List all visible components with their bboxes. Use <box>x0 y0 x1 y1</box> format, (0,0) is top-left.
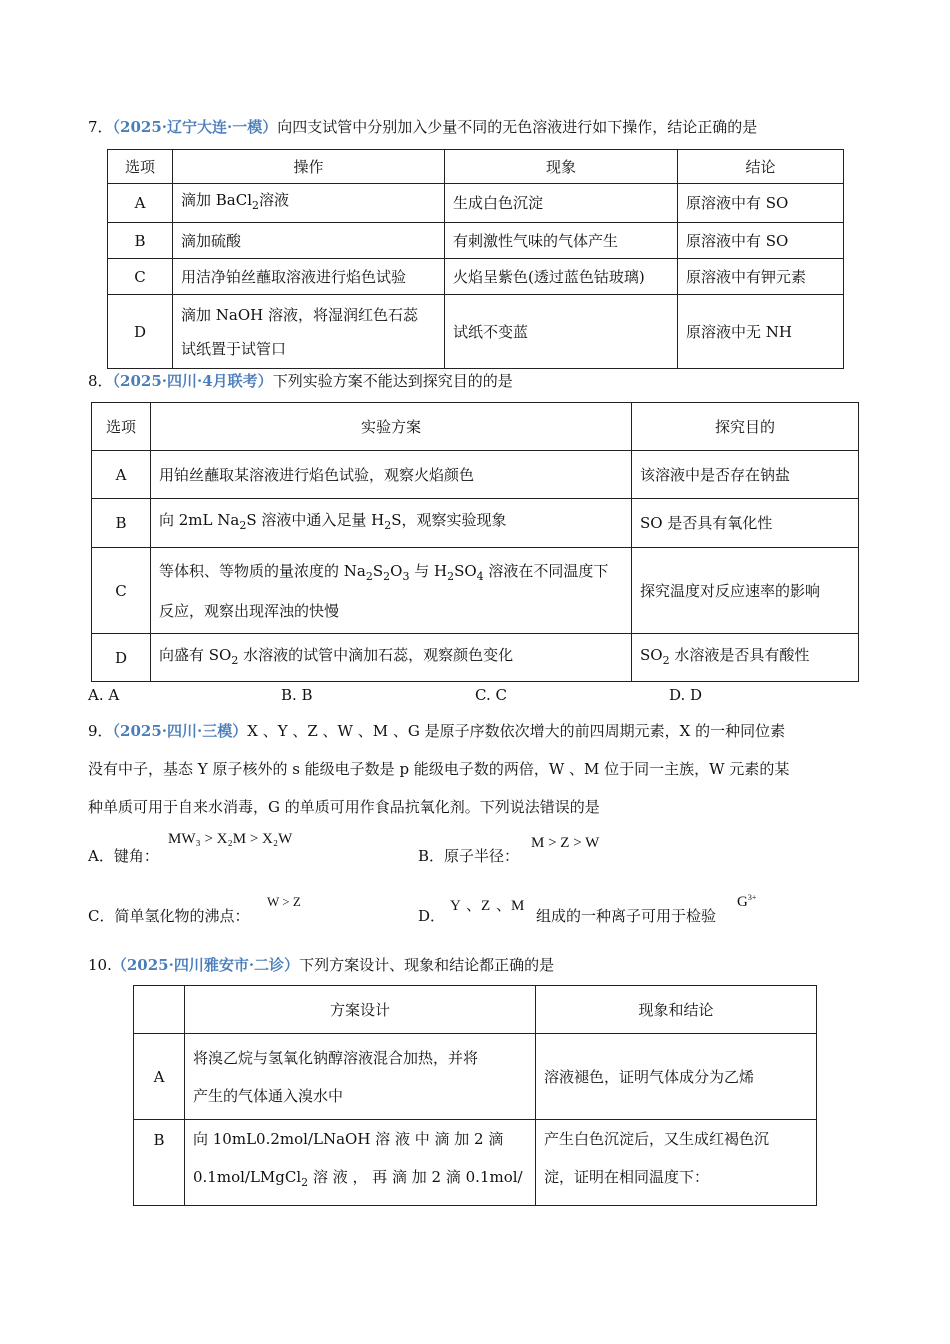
q8-header-option: 选项 <box>92 403 151 451</box>
q7-header-operation: 操作 <box>173 150 445 184</box>
q8-d-option: D <box>92 634 151 682</box>
q7-header-option: 选项 <box>108 150 173 184</box>
q7-source: （2025·辽宁大连·一模） <box>112 118 278 136</box>
q10-header-option <box>134 986 185 1034</box>
q9-source: （2025·四川·三模） <box>112 722 248 740</box>
q7-d-phenomenon: 试纸不变蓝 <box>445 295 678 369</box>
q10-number: 10. <box>88 956 112 974</box>
q7-stem <box>88 116 757 137</box>
q7-d-option: D <box>108 295 173 369</box>
q8-c-plan: 等体积、等物质的量浓度的 $Na_2S_2O_3$ 与 $H_2SO_4$ 溶液在不同温度下 反应，观察出现浑浊的快慢 <box>151 548 632 634</box>
q7-table <box>107 149 844 369</box>
q8-a-goal: 该溶液中是否存在钠盐 <box>632 451 859 499</box>
q10-header-design: 方案设计 <box>185 986 536 1034</box>
q7-header-phenomenon: 现象 <box>445 150 678 184</box>
q9-stem <box>88 720 868 741</box>
q7-c-option: C <box>108 259 173 295</box>
q10-table <box>133 985 817 1206</box>
q10-text: 下列方案设计、现象和结论都正确的是 <box>299 956 555 974</box>
q7-c-phenomenon: 火焰呈紫色(透过蓝色钴玻璃) <box>445 259 678 295</box>
q8-choice-d[interactable]: D. D <box>669 686 703 704</box>
q7-a-operation: 滴加 BaCl$_2$溶液 <box>173 184 445 223</box>
q10-a-option: A <box>134 1034 185 1120</box>
q7-a-phenomenon: 生成白色沉淀 <box>445 184 678 223</box>
q7-d-operation: 滴加 NaOH 溶液，将湿润红色石蕊 试纸置于试管口 <box>173 295 445 369</box>
q8-stem <box>88 370 513 391</box>
q7-number: 7． <box>88 118 113 136</box>
table-row <box>92 451 859 499</box>
q8-c-goal: 探究温度对反应速率的影响 <box>632 548 859 634</box>
table-row <box>108 223 844 259</box>
q9-c-math: W > Z <box>267 894 301 909</box>
q8-b-plan: 向 2mL $Na_2S$ 溶液中通入足量 $H_2S$，观察实验现象 <box>151 499 632 548</box>
q9-a-label: A．键角： <box>88 847 159 865</box>
q10-a-design: 将溴乙烷与氢氧化钠醇溶液混合加热，并将 产生的气体通入溴水中 <box>185 1034 536 1120</box>
q7-header-conclusion: 结论 <box>678 150 844 184</box>
table-row <box>108 184 844 223</box>
q8-c-option: C <box>92 548 151 634</box>
q7-d-conclusion: 原溶液中无 NH <box>678 295 844 369</box>
q9-line2: 没有中子，基态 Y 原子核外的 s 能级电子数是 p 能级电子数的两倍，W 、M 位于同一主族，W 元素的某 <box>88 760 790 778</box>
q7-c-operation: 用洁净铂丝蘸取溶液进行焰色试验 <box>173 259 445 295</box>
table-row <box>108 295 844 369</box>
q8-choice-a[interactable]: A. A <box>88 686 120 704</box>
q8-table <box>91 402 859 682</box>
table-row <box>134 1034 817 1120</box>
q7-text: 向四支试管中分别加入少量不同的无色溶液进行如下操作，结论正确的是 <box>277 118 758 136</box>
q8-header-plan: 实验方案 <box>151 403 632 451</box>
q9-b-math: M > Z > W <box>531 835 600 851</box>
table-row <box>108 259 844 295</box>
q8-d-goal: $SO_2$ 水溶液是否具有酸性 <box>632 634 859 682</box>
q7-a-option: A <box>108 184 173 223</box>
q9-d-label: D． <box>418 907 446 925</box>
q9-d-ion: $G^{3+}$ <box>737 893 757 910</box>
q9-b-label: B．原子半径： <box>418 847 520 865</box>
q9-option-c[interactable] <box>88 905 249 926</box>
q8-source: （2025·四川·4月联考） <box>112 372 273 390</box>
q8-a-plan: 用铂丝蘸取某溶液进行焰色试验，观察火焰颜色 <box>151 451 632 499</box>
q8-text: 下列实验方案不能达到探究目的的是 <box>272 372 513 390</box>
q8-a-option: A <box>92 451 151 499</box>
q9-line3: 种单质可用于自来水消毒，G 的单质可用作食品抗氧化剂。下列说法错误的是 <box>88 798 600 816</box>
q7-c-conclusion: 原溶液中有钾元素 <box>678 259 844 295</box>
q10-a-result: 溶液褪色，证明气体成分为乙烯 <box>536 1034 817 1120</box>
q7-b-conclusion: 原溶液中有 SO <box>678 223 844 259</box>
q8-choice-b[interactable]: B. B <box>281 686 313 704</box>
q8-number: 8． <box>88 372 113 390</box>
q9-number: 9． <box>88 722 113 740</box>
q9-option-d[interactable] <box>418 905 445 926</box>
q9-d-elements: Y 、Z 、M <box>450 898 525 914</box>
q9-line1: X 、Y 、Z 、W 、M 、G 是原子序数依次增大的前四周期元素，X 的一种同位素 <box>247 722 786 740</box>
q7-b-option: B <box>108 223 173 259</box>
q10-b-design: 向 10mL0.2mol/LNaOH 溶 液 中 滴 加 2 滴 0.1mol/LMgCl$_2$ 溶 液 ， 再 滴 加 2 滴 0.1mol/ <box>185 1120 536 1206</box>
q8-b-option: B <box>92 499 151 548</box>
q9-a-math: MW₃ > X₂M > X₂W <box>168 831 293 847</box>
table-row <box>92 634 859 682</box>
q9-c-label: C．简单氢化物的沸点： <box>88 907 250 925</box>
q9-option-a[interactable] <box>88 845 159 866</box>
q8-header-goal: 探究目的 <box>632 403 859 451</box>
q9-option-b[interactable] <box>418 845 519 866</box>
q7-b-operation: 滴加硫酸 <box>173 223 445 259</box>
q8-b-goal: SO 是否具有氧化性 <box>632 499 859 548</box>
q10-header-result: 现象和结论 <box>536 986 817 1034</box>
q9-d-text: 组成的一种离子可用于检验 <box>536 907 717 925</box>
q7-b-phenomenon: 有刺激性气味的气体产生 <box>445 223 678 259</box>
table-row <box>92 499 859 548</box>
q7-a-conclusion: 原溶液中有 SO <box>678 184 844 223</box>
q10-b-result: 产生白色沉淀后，又生成红褐色沉 淀，证明在相同温度下： <box>536 1120 817 1206</box>
q10-b-option: B <box>134 1120 185 1206</box>
q10-source: （2025·四川雅安市·二诊） <box>111 956 300 974</box>
table-row <box>92 548 859 634</box>
q8-d-plan: 向盛有 $SO_2$ 水溶液的试管中滴加石蕊，观察颜色变化 <box>151 634 632 682</box>
q8-choice-c[interactable]: C. C <box>475 686 507 704</box>
table-row <box>134 1120 817 1206</box>
q10-stem <box>88 954 554 975</box>
